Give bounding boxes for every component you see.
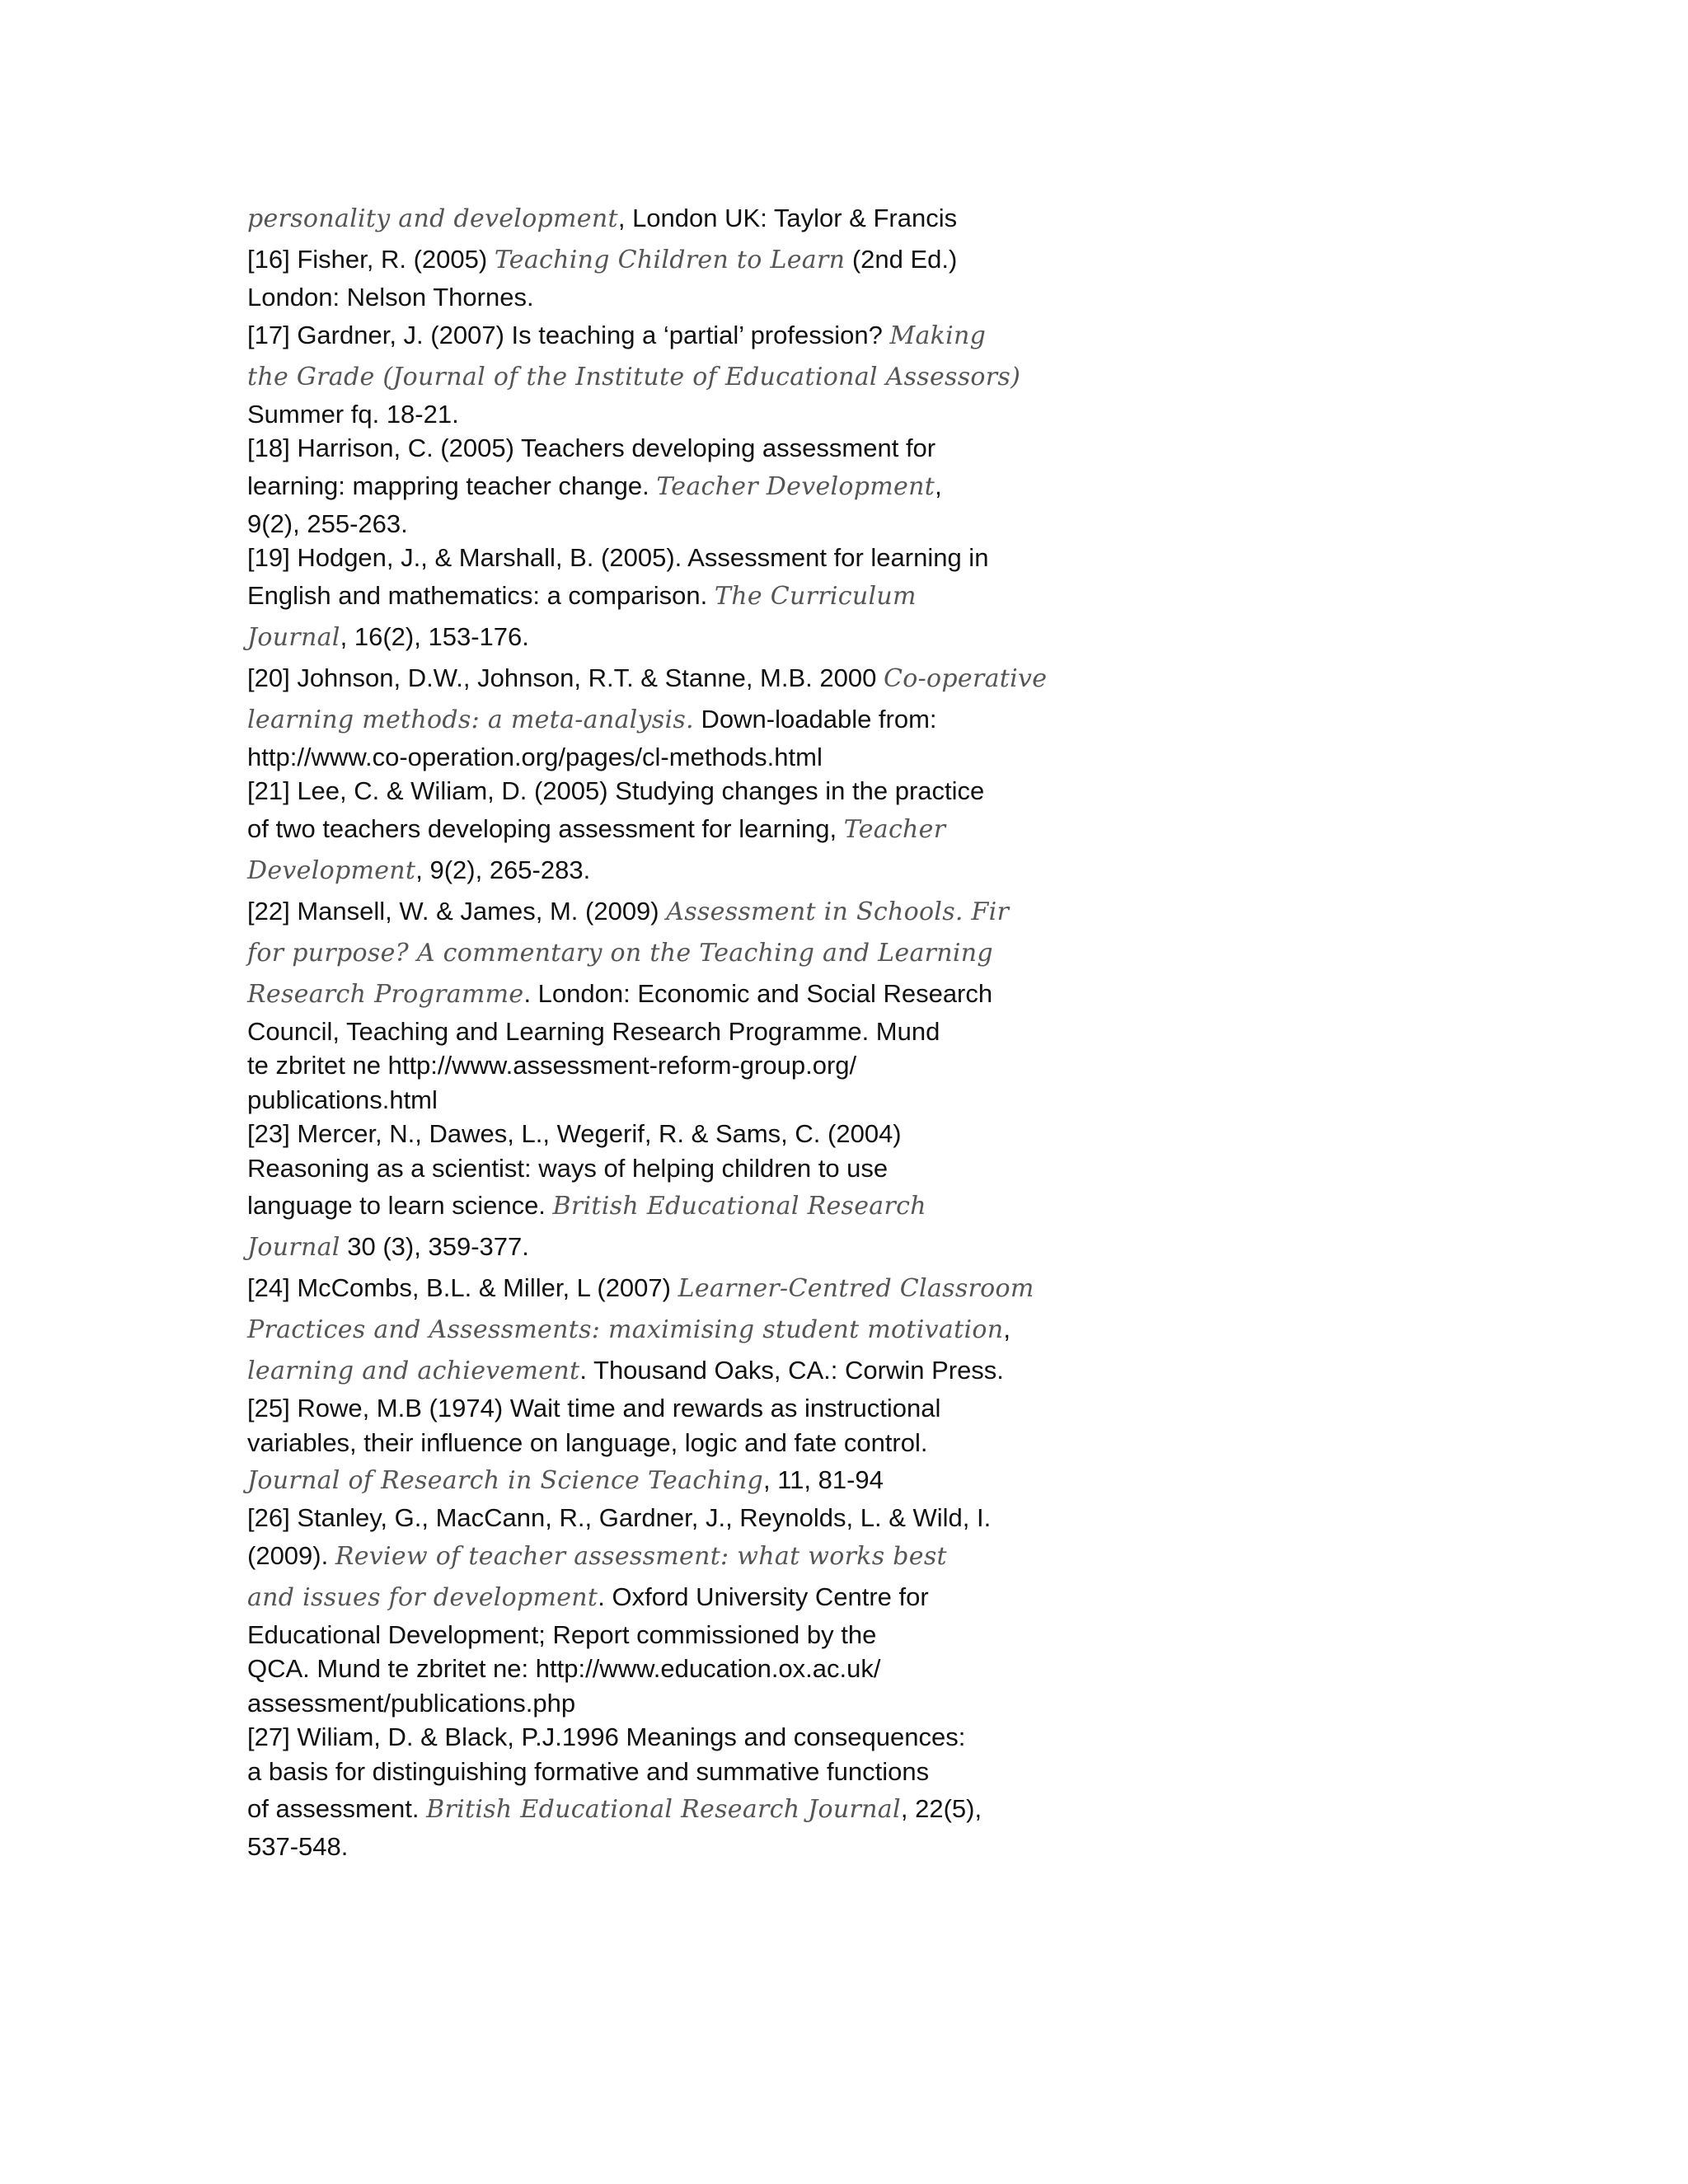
reference-text: . London: Economic and Social Research — [523, 978, 993, 1008]
reference-title-italic: Learner-Centred Classroom — [678, 1274, 1034, 1303]
reference-text: [18] Harrison, C. (2005) Teachers developing assessment for — [247, 434, 936, 462]
reference-title-italic: Teacher Development — [656, 471, 935, 501]
reference-title-italic: British Educational Research Journal — [426, 1795, 901, 1824]
reference-text: [22] Mansell, W. & James, M. (2009) — [247, 896, 667, 926]
reference-text: , 16(2), 153-176. — [340, 621, 529, 651]
reference-title-italic: Teacher — [843, 814, 946, 844]
reference-line — [247, 397, 1418, 432]
reference-text: Summer fq. 18-21. — [247, 399, 459, 429]
reference-text: 537-548. — [247, 1832, 349, 1861]
reference-text: 30 (3), 359-377. — [340, 1232, 529, 1261]
reference-line — [247, 1048, 1418, 1083]
reference-list — [247, 198, 1418, 1864]
reference-line — [247, 1185, 1418, 1226]
reference-line — [247, 1015, 1418, 1049]
reference-line — [247, 1151, 1418, 1186]
reference-title-italic: personality and development — [247, 204, 618, 233]
reference-text: language to learn science. — [247, 1191, 553, 1220]
reference-title-italic: British Educational Research — [552, 1192, 926, 1221]
reference-line — [247, 1788, 1418, 1830]
reference-line — [247, 973, 1418, 1015]
reference-title-italic: Journal of Research in Science Teaching — [247, 1466, 763, 1495]
reference-line — [247, 932, 1418, 973]
reference-line — [247, 198, 1418, 239]
reference-text: (2nd Ed.) — [845, 245, 958, 274]
reference-line — [247, 575, 1418, 616]
reference-text: [21] Lee, C. & Wiliam, D. (2005) Studying changes in the practice — [247, 776, 985, 805]
reference-text: [16] Fisher, R. (2005) — [247, 245, 495, 274]
reference-line — [247, 1501, 1418, 1535]
reference-text: http://www.co-operation.org/pages/cl-methods.html — [247, 742, 823, 771]
reference-line — [247, 658, 1418, 699]
reference-line — [247, 1426, 1418, 1460]
reference-title-italic: Journal — [247, 1233, 340, 1262]
reference-text: . Thousand Oaks, CA.: Corwin Press. — [579, 1356, 1004, 1385]
reference-text: [17] Gardner, J. (2007) Is teaching a ‘partial’ profession? — [247, 320, 890, 349]
reference-line — [247, 740, 1418, 775]
reference-text: Council, Teaching and Learning Research Programme. Mund — [247, 1016, 940, 1046]
reference-line — [247, 1652, 1418, 1686]
reference-text: [19] Hodgen, J., & Marshall, B. (2005). Assessment for learning in — [247, 543, 989, 572]
reference-line — [247, 315, 1418, 356]
reference-text: , — [1003, 1315, 1010, 1343]
reference-title-italic: Research Programme — [247, 979, 524, 1009]
reference-line — [247, 280, 1418, 315]
reference-title-italic: The Curriculum — [714, 581, 917, 611]
reference-line — [247, 1535, 1418, 1577]
reference-title-italic: for purpose? A commentary on the Teaching and Learning — [247, 938, 993, 968]
reference-text: London: Nelson Thornes. — [247, 283, 534, 312]
reference-text: English and mathematics: a comparison. — [247, 580, 715, 610]
reference-line — [247, 1618, 1418, 1652]
reference-text: Down-loadable from: — [693, 704, 937, 733]
reference-text: [27] Wiliam, D. & Black, P.J.1996 Meanings and consequences: — [247, 1722, 966, 1751]
reference-line — [247, 1226, 1418, 1268]
reference-line — [247, 1117, 1418, 1151]
reference-line — [247, 239, 1418, 280]
reference-line — [247, 1083, 1418, 1118]
reference-text: variables, their influence on language, logic and fate control. — [247, 1427, 928, 1457]
reference-text: [25] Rowe, M.B (1974) Wait time and rewards as instructional — [247, 1394, 941, 1422]
reference-text: , London UK: Taylor & Francis — [617, 204, 958, 232]
reference-title-italic: the Grade (Journal of the Institute of Educational Assessors) — [247, 362, 1021, 391]
reference-text: , — [935, 471, 942, 500]
reference-text: [23] Mercer, N., Dawes, L., Wegerif, R. & Sams, C. (2004) — [247, 1119, 902, 1148]
reference-line — [247, 774, 1418, 808]
reference-line — [247, 1755, 1418, 1789]
reference-line — [247, 507, 1418, 541]
reference-text: Reasoning as a scientist: ways of helping children to use — [247, 1153, 889, 1183]
reference-text: of assessment. — [247, 1794, 427, 1823]
reference-title-italic: Review of teacher assessment: what works best — [335, 1541, 947, 1571]
reference-text: Educational Development; Report commissioned by the — [247, 1619, 877, 1649]
reference-text: QCA. Mund te zbritet ne: http://www.education.ox.ac.uk/ — [247, 1654, 881, 1683]
reference-text: , 9(2), 265-283. — [415, 855, 591, 884]
reference-text: te zbritet ne http://www.assessment-reform-group.org/ — [247, 1051, 857, 1080]
reference-text: of two teachers developing assessment for learning, — [247, 813, 844, 843]
reference-line — [247, 1350, 1418, 1391]
reference-line — [247, 616, 1418, 658]
reference-line — [247, 1686, 1418, 1721]
reference-line — [247, 541, 1418, 575]
reference-line — [247, 808, 1418, 850]
reference-title-italic: and issues for development — [247, 1582, 598, 1612]
reference-line — [247, 1720, 1418, 1755]
reference-text: publications.html — [247, 1085, 438, 1114]
reference-text: [20] Johnson, D.W., Johnson, R.T. & Stanne, M.B. 2000 — [247, 663, 884, 692]
reference-text: 9(2), 255-263. — [247, 509, 408, 538]
reference-text: , 22(5), — [900, 1794, 982, 1823]
reference-text: a basis for distinguishing formative and summative functions — [247, 1756, 930, 1786]
reference-text: . Oxford University Centre for — [598, 1582, 929, 1611]
reference-text: learning: mappring teacher change. — [247, 471, 657, 500]
reference-line — [247, 356, 1418, 397]
reference-title-italic: Teaching Children to Learn — [494, 246, 846, 274]
reference-title-italic: Assessment in Schools. Fir — [666, 897, 1010, 926]
reference-title-italic: Practices and Assessments: maximising student motivation — [247, 1315, 1004, 1344]
reference-line — [247, 466, 1418, 507]
reference-line — [247, 1577, 1418, 1618]
reference-line — [247, 431, 1418, 466]
reference-line — [247, 850, 1418, 891]
reference-text: (2009). — [247, 1540, 335, 1570]
reference-title-italic: learning methods: a meta-analysis. — [247, 705, 694, 734]
reference-title-italic: learning and achievement — [247, 1357, 580, 1385]
reference-text: [26] Stanley, G., MacCann, R., Gardner, J., Reynolds, L. & Wild, I. — [247, 1503, 992, 1532]
reference-line — [247, 1460, 1418, 1501]
reference-line — [247, 1268, 1418, 1309]
reference-text: assessment/publications.php — [247, 1688, 576, 1718]
reference-text: , 11, 81-94 — [763, 1465, 884, 1494]
reference-title-italic: Co-operative — [883, 663, 1048, 693]
reference-line — [247, 891, 1418, 932]
reference-line — [247, 1391, 1418, 1426]
reference-line — [247, 1309, 1418, 1350]
reference-text: [24] McCombs, B.L. & Miller, L (2007) — [247, 1273, 678, 1302]
reference-title-italic: Journal — [247, 622, 340, 652]
reference-line — [247, 699, 1418, 740]
reference-title-italic: Development — [247, 855, 416, 885]
reference-line — [247, 1830, 1418, 1864]
reference-title-italic: Making — [889, 321, 987, 350]
